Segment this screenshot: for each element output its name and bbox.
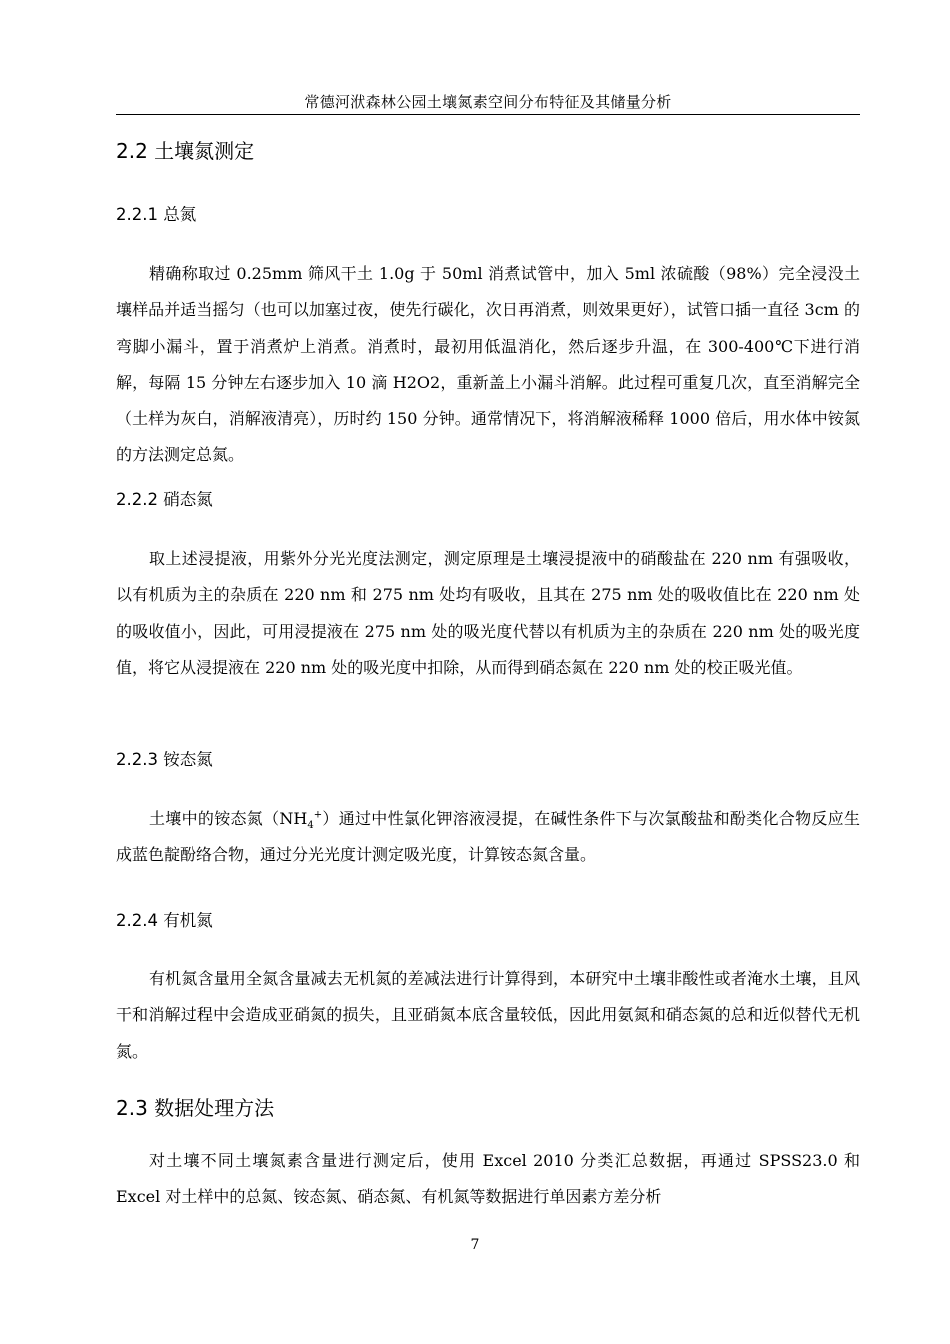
section-heading-2-2-2: 2.2.2 硝态氮	[116, 490, 213, 509]
section-heading-2-2-3: 2.2.3 铵态氮	[116, 750, 213, 769]
header-rule	[116, 114, 860, 115]
paragraph-nitrate-nitrogen: 取上述浸提液，用紫外分光光度法测定，测定原理是土壤浸提液中的硝酸盐在 220 nm 有强吸收，以有机质为主的杂质在 220 nm 和 275 nm 处均有吸收，且其在 275 nm 处的吸收值比在 220 nm 处的吸收值小，因此，可用浸提液在 275 nm 处的吸光度代替以有机质为主的杂质在 220 nm 处的吸光度值，将它从浸提液在 220 nm 处的吸光度中扣除，从而得到硝态氮在 220 nm 处的校正吸光值。	[116, 549, 860, 677]
paragraph-total-nitrogen: 精确称取过 0.25mm 筛风干土 1.0g 于 50ml 消煮试管中，加入 5ml 浓硫酸（98%）完全浸没土壤样品并适当摇匀（也可以加塞过夜，使先行碳化，次日再消煮，则效果更好），试管口插一直径 3cm 的弯脚小漏斗，置于消煮炉上消煮。消煮时，最初用低温消化，然后逐步升温，在 300-400℃下进行消解，每隔 15 分钟左右逐步加入 10 滴 H2O2，重新盖上小漏斗消解。此过程可重复几次，直至消解完全（土样为灰白，消解液清亮），历时约 150 分钟。通常情况下，将消解液稀释 1000 倍后，用水体中铵氮的方法测定总氮。	[116, 264, 860, 465]
paragraph-data-processing: 对土壤不同土壤氮素含量进行测定后，使用 Excel 2010 分类汇总数据，再通过 SPSS23.0 和 Excel 对土样中的总氮、铵态氮、硝态氮、有机氮等数据进行单因素方差分析	[116, 1151, 860, 1207]
paragraph-organic-nitrogen: 有机氮含量用全氮含量减去无机氮的差减法进行计算得到，本研究中土壤非酸性或者淹水土壤，且风干和消解过程中会造成亚硝氮的损失，且亚硝氮本底含量较低，因此用氨氮和硝态氮的总和近似替代无机氮。	[116, 969, 860, 1061]
section-heading-2-2-4: 2.2.4 有机氮	[116, 911, 213, 930]
section-heading-2-2: 2.2 土壤氮测定	[116, 139, 255, 163]
superscript-plus: +	[313, 809, 323, 821]
section-heading-2-2-1: 2.2.1 总氮	[116, 205, 197, 224]
page-number: 7	[470, 1237, 480, 1253]
paragraph-text-start: 土壤中的铵态氮（NH	[149, 809, 308, 828]
subscript-4: 4	[307, 820, 314, 832]
paragraph-text-end: ）通过中性氯化钾溶液浸提，在碱性条件下与次氯酸盐和酚类化合物反应生成蓝色靛酚络合物，通过分光光度计测定吸光度，计算铵态氮含量。	[116, 809, 860, 865]
paragraph-ammonium-nitrogen	[116, 801, 860, 874]
section-heading-2-3: 2.3 数据处理方法	[116, 1096, 275, 1120]
running-header: 常德河洑森林公园土壤氮素空间分布特征及其储量分析	[304, 93, 672, 111]
